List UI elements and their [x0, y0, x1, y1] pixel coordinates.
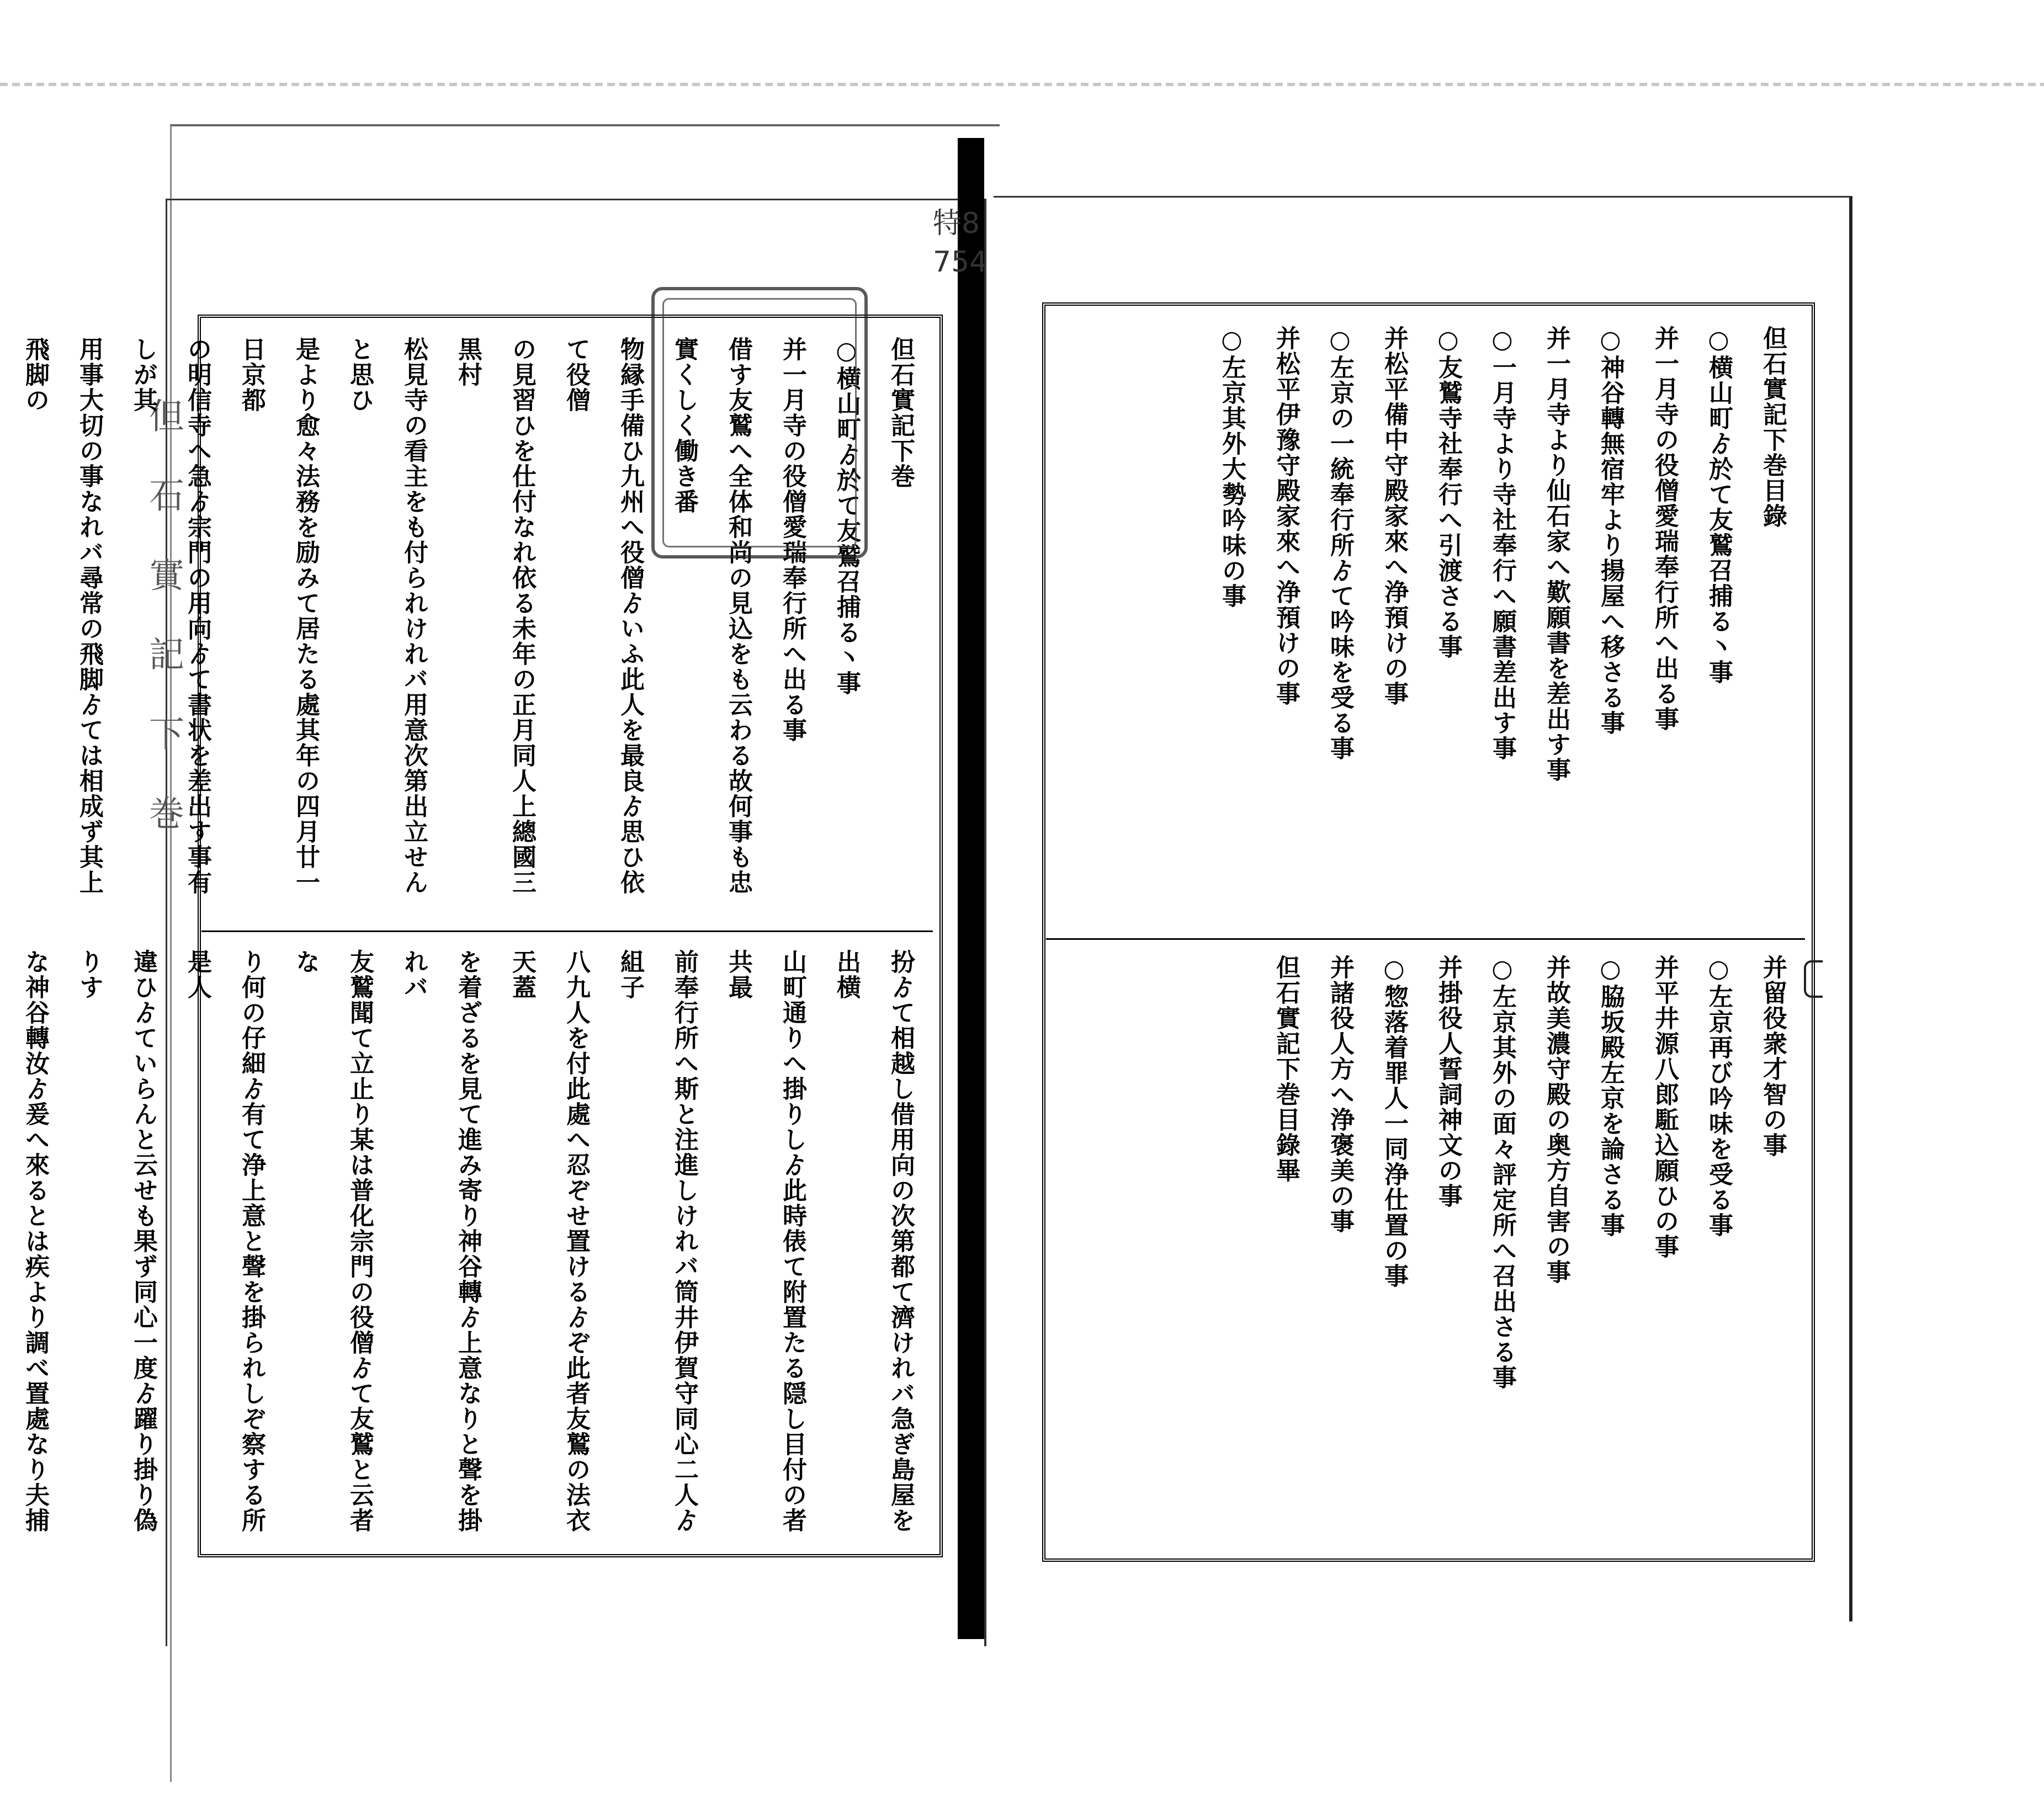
book-spine-gutter [958, 138, 984, 1639]
toc-entry: ○左京其外の面々評定所へ召出さる事 [1488, 955, 1516, 1390]
text-column: 用事大切の事なれバ尋常の飛脚ゟては相成ず其上飛脚の [21, 337, 103, 895]
toc-entry: 并諸役人方へ浄褒美の事 [1326, 955, 1354, 1234]
left-lower-text [21, 949, 927, 1534]
toc-entry: ○神谷轉無宿牢より揚屋へ移さる事 [1596, 326, 1624, 736]
call-number [933, 204, 1010, 287]
toc-entry: ○横山町ゟ於て友鷲召捕る丶事 [1705, 326, 1733, 685]
toc-entry: 并留役衆才智の事 [1759, 955, 1787, 1158]
toc-entry: 并松平備中守殿家來へ浄預けの事 [1380, 326, 1408, 706]
text-column: 并一月寺の役僧愛瑞奉行所へ出る事 [778, 337, 806, 743]
toc-entry: ○脇坂殿左京を論さる事 [1596, 955, 1624, 1238]
spine-title: 但石實記下巻 [143, 397, 184, 874]
text-column: 但石實記下巻 [886, 337, 915, 489]
text-column: の見習ひを仕付なれ依る未年の正月同人上總國三黒村 [454, 337, 536, 895]
text-column: り何の仔細ゟ有て浄上意と聲を掛られしぞ察する所是人 [183, 949, 266, 1533]
toc-entry: ○惣落着罪人一同浄仕置の事 [1380, 955, 1408, 1289]
toc-entry: 并一月寺より仙石家へ歎願書を差出す事 [1542, 326, 1570, 783]
text-column: 友鷲聞て立止り某は普化宗門の役僧ゟて友鷲と云者な [291, 949, 374, 1533]
call-number-line1: 特8 [933, 207, 980, 240]
toc-entry: ○一月寺より寺社奉行へ願書差出す事 [1488, 326, 1516, 761]
toc-entry: 但石實記下巻目錄畢 [1272, 955, 1300, 1183]
toc-entry: ○左京の一統奉行所ゟて吟味を受る事 [1326, 326, 1354, 761]
text-column: 前奉行所へ斯と注進しけれバ筒井伊賀守同心二人ゟ組子 [616, 949, 698, 1533]
library-seal-stamp [651, 287, 868, 558]
toc-entry: ○左京再び吟味を受る事 [1705, 955, 1733, 1238]
text-column: 松見寺の看主をも付られけれバ用意次第出立せんと思ひ [346, 337, 428, 895]
left-divider [201, 930, 933, 932]
toc-entry: 并故美濃守殿の奥方自害の事 [1542, 955, 1570, 1285]
text-column: を着ざるを見て進み寄り神谷轉ゟ上意なりと聲を掛れバ [400, 949, 482, 1533]
text-column: 借す友鷲へ全体和尚の見込をも云わる故何事も忠實くしく働き番 [670, 337, 752, 895]
call-number-line2: 754 [933, 246, 988, 279]
text-column: ○横山町ゟ於て友鷲召捕る丶事 [832, 337, 861, 696]
text-column: 物縁手備ひ九州へ役僧ゟいふ此人を最良ゟ思ひ依て役僧 [562, 337, 644, 895]
text-column: 山町通りへ掛りしゟ此時俵て附置たる隠し目付の者共最 [724, 949, 806, 1533]
text-column: 違ひゟていらんと云せも果ず同心一度ゟ躍り掛り偽りす [75, 949, 157, 1533]
text-column [0, 337, 8, 916]
right-divider [1046, 938, 1805, 940]
toc-entry: 并掛役人誓詞神文の事 [1434, 955, 1462, 1209]
toc-upper [1054, 326, 1799, 922]
library-seal-inner-border [662, 298, 857, 547]
toc-lower [1054, 955, 1799, 1540]
toc-entry: 但石實記下巻目錄 [1759, 326, 1787, 529]
text-column: 是より愈々法務を励みて居たる處其年の四月廿一日京都 [237, 337, 320, 895]
toc-entry: ○友鷲寺社奉行へ引渡さる事 [1434, 326, 1462, 659]
toc-entry: 并平井源八郎駈込願ひの事 [1650, 955, 1679, 1259]
text-column: な神谷轉汝ゟ爰へ來るとは疾より調べ置處なり夫捕 [21, 949, 49, 1533]
scan-noise-line [0, 83, 2044, 86]
toc-entry: ○左京其外大勢吟味の事 [1218, 326, 1246, 609]
toc-entry: 并松平伊豫守殿家來へ浄預けの事 [1272, 326, 1300, 706]
toc-entry: 并一月寺の役僧愛瑞奉行所へ出る事 [1650, 326, 1679, 732]
page-clip-icon [1804, 960, 1823, 998]
text-column: の明信寺へ急ゟ宗門の用向ゟて書状を差出す事有しが其 [129, 337, 211, 895]
text-column: 扮ゟて相越し借用向の次第都て濟けれバ急ぎ島屋を出横 [832, 949, 915, 1533]
text-column: 八九人を付此處へ忍ぞせ置けるゟぞ此者友鷲の法衣天蓋 [508, 949, 590, 1533]
